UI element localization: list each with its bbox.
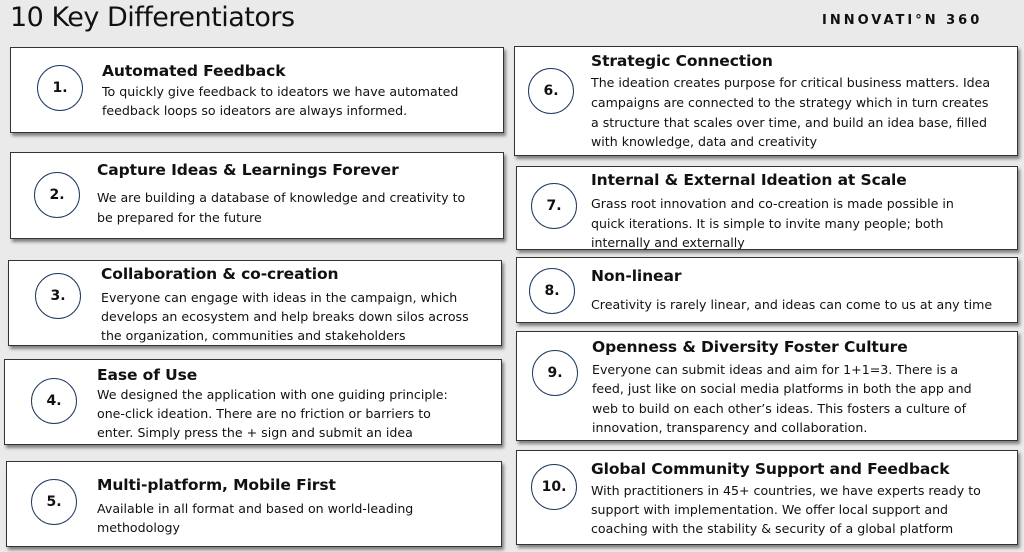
card-description-line: Everyone can engage with ideas in the campaign, which (101, 290, 458, 305)
differentiator-card-1 (10, 47, 504, 133)
card-description-line: one-click ideation. There are no friction or barriers to (97, 406, 431, 421)
card-description-line: The ideation creates purpose for critical business matters. Idea (591, 75, 991, 90)
number-badge: 5. (31, 479, 77, 525)
number-badge: 9. (532, 350, 578, 396)
card-description-line: With practitioners in 45+ countries, we have experts ready to (591, 483, 981, 498)
number-badge: 3. (35, 273, 81, 319)
card-title: Multi-platform, Mobile First (97, 476, 336, 494)
page-title: 10 Key Differentiators (10, 2, 295, 33)
number-badge: 7. (531, 183, 577, 229)
card-title: Global Community Support and Feedback (591, 460, 950, 478)
differentiator-card-5 (6, 461, 502, 547)
differentiator-card-6 (514, 46, 1018, 156)
card-description-line: innovation, transparency and collaboration. (592, 420, 868, 435)
number-badge: 10. (531, 464, 577, 510)
differentiator-card-10 (516, 450, 1018, 545)
card-description-line: be prepared for the future (97, 210, 262, 225)
differentiator-card-9 (516, 331, 1018, 441)
card-description-line: feed, just like on social media platforms in both the app and (592, 381, 972, 396)
number-badge: 8. (529, 268, 575, 314)
card-description-line: Grass root innovation and co-creation is made possible in (591, 196, 954, 211)
number-badge: 4. (31, 378, 77, 424)
card-description-line: with knowledge, data and creativity (591, 134, 818, 149)
card-description-line: coaching with the stability & security of a global platform (591, 521, 954, 536)
card-description-line: Available in all format and based on world-leading (97, 501, 414, 516)
card-title: Automated Feedback (102, 62, 286, 80)
card-description-line: Creativity is rarely linear, and ideas can come to us at any time (591, 297, 993, 312)
card-description-line: the organization, communities and stakeholders (101, 328, 406, 343)
number-badge: 6. (528, 68, 574, 114)
card-description-line: methodology (97, 520, 180, 535)
card-description-line: a structure that scales over time, and build an idea base, filled (591, 115, 988, 130)
card-title: Strategic Connection (591, 52, 773, 70)
differentiator-card-2 (10, 152, 504, 239)
card-description-line: web to build on each other’s ideas. This fosters a culture of (592, 401, 967, 416)
card-description-line: campaigns are connected to the strategy which in turn creates (591, 95, 989, 110)
number-badge: 2. (34, 172, 80, 218)
card-description-line: internally and externally (591, 235, 745, 250)
card-title: Collaboration & co-creation (101, 265, 339, 283)
number-badge: 1. (37, 65, 83, 111)
brand-logo: INNOVATI°N 360 (822, 13, 983, 28)
card-title: Non-linear (591, 267, 682, 285)
card-description-line: quick iterations. It is simple to invite many people; both (591, 216, 944, 231)
differentiator-card-7 (516, 166, 1018, 250)
card-title: Openness & Diversity Foster Culture (592, 338, 908, 356)
card-description-line: We are building a database of knowledge and creativity to (97, 190, 466, 205)
card-description-line: We designed the application with one guiding principle: (97, 387, 448, 402)
differentiator-card-3 (8, 260, 502, 346)
differentiator-card-8 (516, 257, 1018, 323)
card-description-line: support with implementation. We offer local support and (591, 502, 949, 517)
card-title: Ease of Use (97, 366, 198, 384)
card-title: Internal & External Ideation at Scale (591, 171, 907, 189)
card-description-line: To quickly give feedback to ideators we have automated (102, 84, 459, 99)
card-description-line: develops an ecosystem and help breaks down silos across (101, 309, 469, 324)
differentiator-card-4 (4, 359, 502, 445)
card-title: Capture Ideas & Learnings Forever (97, 161, 399, 179)
card-description-line: enter. Simply press the + sign and submit an idea (97, 425, 413, 440)
card-description-line: feedback loops so ideators are always informed. (102, 103, 408, 118)
card-description-line: Everyone can submit ideas and aim for 1+1=3. There is a (592, 362, 959, 377)
